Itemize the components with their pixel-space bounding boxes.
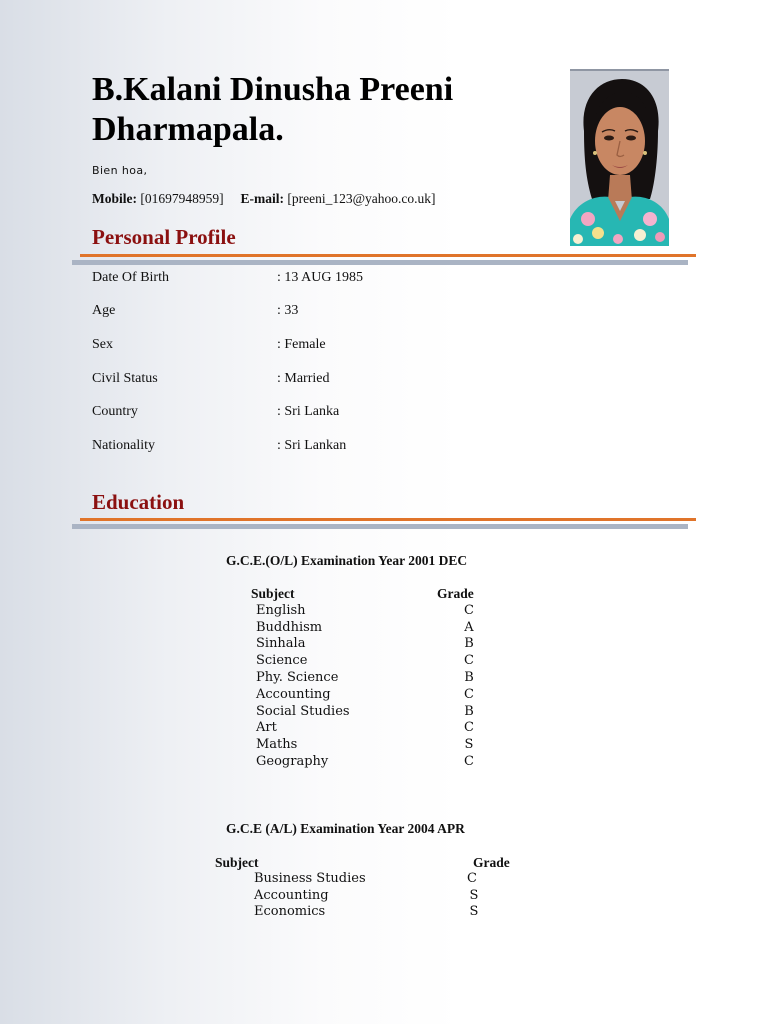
education-heading: Education: [92, 490, 185, 514]
al-exam-title: G.C.E (A/L) Examination Year 2004 APR: [226, 821, 465, 836]
profile-value: : Female: [277, 337, 326, 352]
al-subject-header: Subject: [215, 855, 259, 870]
personal-profile-heading: Personal Profile: [92, 225, 236, 249]
al-grade: S: [469, 888, 479, 903]
profile-value: : Sri Lankan: [277, 438, 347, 453]
ol-subject: English: [256, 603, 306, 618]
profile-label: Civil Status: [92, 371, 158, 386]
ol-subject: Science: [256, 653, 308, 668]
ol-subject: Sinhala: [256, 636, 306, 651]
ol-subject: Accounting: [256, 687, 331, 702]
al-grade: S: [469, 904, 479, 919]
ol-subject: Social Studies: [256, 704, 350, 719]
al-subject: Business Studies: [254, 871, 366, 886]
profile-label: Nationality: [92, 438, 155, 453]
al-subject: Accounting: [254, 888, 329, 903]
ol-subject-header: Subject: [251, 586, 295, 601]
al-grade: C: [467, 871, 477, 886]
ol-subject: Art: [256, 720, 277, 735]
contact-line: [92, 191, 436, 207]
profile-value: : Married: [277, 371, 330, 386]
profile-value: : 33: [277, 303, 299, 318]
email-label: E-mail:: [240, 191, 284, 206]
profile-label: Sex: [92, 337, 113, 352]
ol-grade: C: [464, 754, 474, 769]
section-divider-gray: [72, 524, 688, 529]
address: Bien hoa,: [92, 164, 148, 177]
section-divider-orange: [80, 254, 696, 257]
al-subject: Economics: [254, 904, 326, 919]
ol-grade: S: [464, 737, 474, 752]
profile-photo: [570, 69, 669, 246]
email-value: [preeni_123@yahoo.co.uk]: [287, 191, 436, 206]
ol-grade: B: [464, 670, 474, 685]
ol-grade: B: [464, 704, 474, 719]
profile-label: Date Of Birth: [92, 270, 169, 285]
portrait-image: [570, 69, 669, 246]
ol-subject: Buddhism: [256, 620, 323, 635]
candidate-name: B.Kalani Dinusha Preeni Dharmapala.: [92, 71, 454, 148]
al-grade-header: Grade: [473, 855, 510, 870]
ol-grade-header: Grade: [437, 586, 474, 601]
ol-subject: Maths: [256, 737, 298, 752]
profile-label: Age: [92, 303, 116, 318]
ol-grade: C: [464, 653, 474, 668]
section-divider-orange: [80, 518, 696, 521]
profile-label: Country: [92, 404, 138, 419]
ol-subject: Phy. Science: [256, 670, 339, 685]
mobile-label: Mobile:: [92, 191, 137, 206]
profile-value: : Sri Lanka: [277, 404, 340, 419]
ol-grade: C: [464, 720, 474, 735]
ol-grade: C: [464, 687, 474, 702]
ol-exam-title: G.C.E.(O/L) Examination Year 2001 DEC: [226, 553, 468, 568]
profile-value: : 13 AUG 1985: [277, 270, 363, 285]
ol-subject: Geography: [256, 754, 329, 769]
ol-grade: B: [464, 636, 474, 651]
ol-grade: C: [464, 603, 474, 618]
section-divider-gray: [72, 260, 688, 265]
ol-grade: A: [464, 620, 474, 635]
mobile-value: [01697948959]: [140, 191, 224, 206]
